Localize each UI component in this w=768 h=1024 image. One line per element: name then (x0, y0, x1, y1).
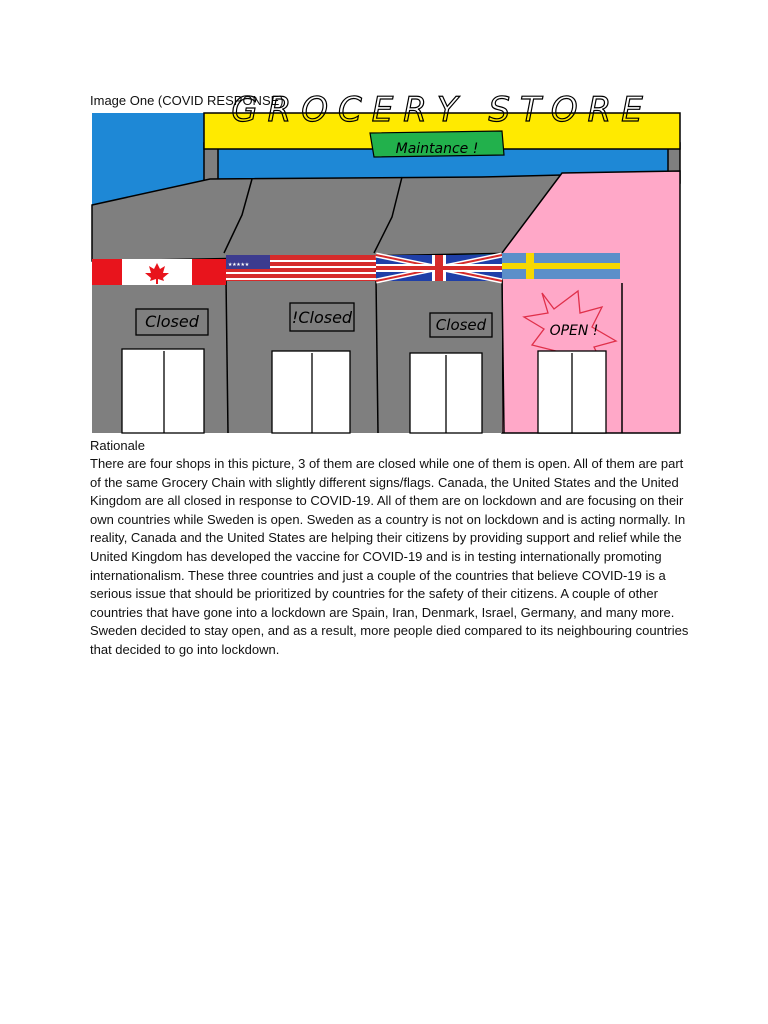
sweden-flag (502, 253, 620, 279)
document-heading: Image One (COVID RESPONSE) (90, 93, 284, 108)
closed-sign-3 (430, 313, 492, 337)
maintenance-banner-text: Maintance ! (395, 141, 479, 157)
rationale-paragraph: There are four shops in this picture, 3 of them are closed while one of them is open. All of them are part of the same Grocery Chain with slightly different signs/flags. Canada, the United States and the United Kingdom are all closed in response to COVID-19. All of them are on lockdown and are focusing on their own countries while Sweden is open. Sweden as a country is not on lockdown and is acting normally. In reality, Canada and the United States are helping their citizens by providing support and relief while the United Kingdom has developed the vaccine for COVID-19 and is in testing internationally promoting internationalism. These three countries and just a couple of the countries that believe COVID-19 is a serious issue that should be prioritized by countries for the safety of their citizens. A couple of other countries that have gone into a lockdown are Spain, Iran, Denmark, Israel, Germany, and many more. Sweden decided to stay open, and as a result, more people died compared to its neighbouring countries that decided to go into lockdown. (90, 456, 689, 657)
door-1 (122, 349, 204, 433)
closed-sign-2 (290, 303, 354, 331)
svg-text:!Closed: !Closed (291, 308, 353, 327)
usa-flag (226, 255, 376, 281)
uk-flag (376, 255, 502, 281)
svg-text:Closed: Closed (435, 316, 487, 334)
store-sign-text: GROCERY STORE (231, 90, 653, 130)
door-4 (538, 351, 606, 433)
rationale-heading: Rationale (90, 438, 145, 453)
door-2 (272, 351, 350, 433)
svg-text:★★★★★: ★★★★★ (228, 260, 250, 268)
door-3 (410, 353, 482, 433)
canada-flag (92, 259, 226, 285)
svg-text:Closed: Closed (145, 312, 199, 331)
svg-text:OPEN !: OPEN ! (549, 323, 599, 339)
